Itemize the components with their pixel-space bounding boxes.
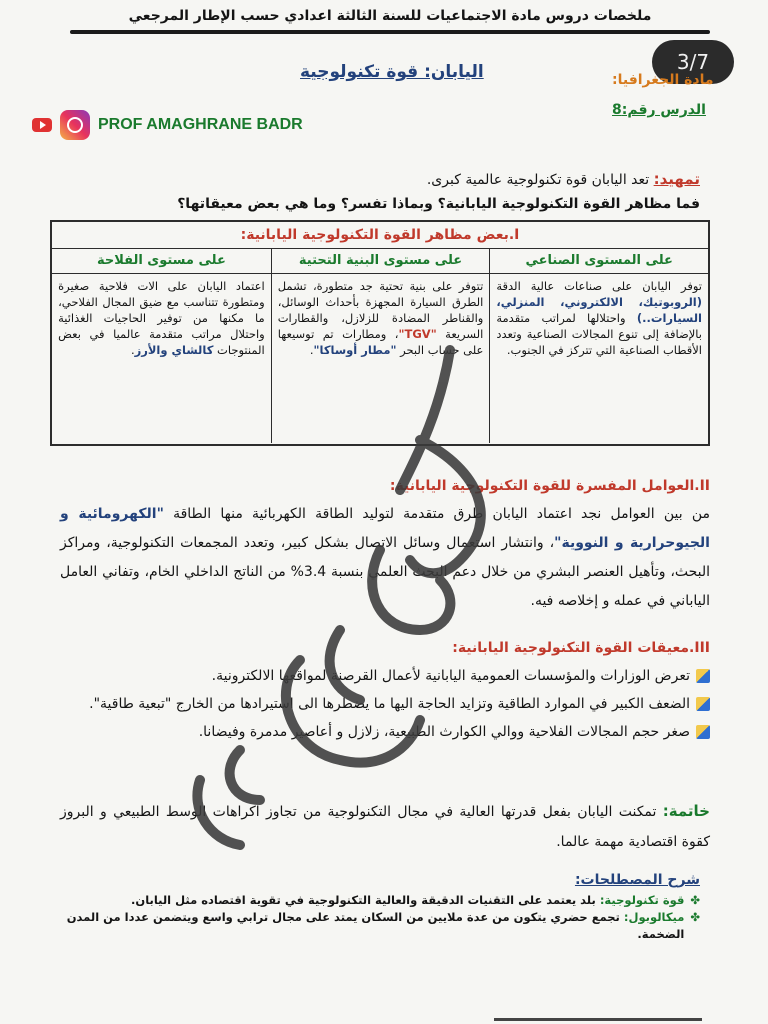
conclusion-label: خاتمة: [662,802,710,820]
term-name: ميكالوبول: [623,910,685,924]
column-title: على مستوى الفلاحة [52,249,271,274]
text-run: من بين العوامل نجد اعتماد اليابان طرق متقدمة لتوليد الطاقة الكهربائية منها الطاقة [163,506,711,522]
table-heading: I.بعض مظاهر القوة التكنولوجية اليابانية: [52,222,708,249]
intro-label: تمهيد: [653,170,700,188]
term-item [60,909,700,943]
intro [60,170,700,188]
text-run: توفر اليابان على صناعات عالية الدقة [496,279,702,293]
list-item-text: صغر حجم المجالات الفلاحية ووالي الكوارث الطبيعية، زلازل و أعاصير مدمرة وفيضانا. [198,724,690,740]
list-item-text: الضعف الكبير في الموارد الطاقية وتزايد الحاجة اليها ما يضطرها الى استيرادها من الخارج "تبعية طاقية". [89,696,690,712]
text-run: ، وانتشار استعمال وسائل الاتصال بشكل كبير، وتعدد المجمعات التكنولوجية، ومراكز البحث، وتأهيل العنصر البشري من خلال دعم البحث العلمي بنسبة 3.4% من الناتج الداخلي الخام، وتفاني العامل الياباني في عمله و إخلاصه فيه. [60,535,710,609]
term-definition: تجمع حضري يتكون من عدة ملايين من السكان يمتد على مجال ترابي واسع ويتضمن عددا من المدن الضخمة. [66,910,685,941]
bullet-icon [696,725,710,739]
column-title: على مستوى البنية التحتية [272,249,490,274]
intro-text: تعد اليابان قوة تكنولوجية عالمية كبرى. [426,172,654,188]
term-definition: بلد يعتمد على التقنيات الدقيقة والعالية التكنولوجية في تقوية اقتصاده مثل اليابان. [131,893,600,907]
text-run: "TGV" [398,327,437,341]
header-divider [70,30,710,34]
page-indicator[interactable]: 3/7 [652,40,734,84]
text-run: تتوفر على بنية تحتية جد متطورة، تشمل الطرق السيارة المجهزة بأحداث الوسائل، والقناطر المضادة للزلازل، والقطارات السريعة [277,279,484,341]
author-name: PROF AMAGHRANE BADR [98,116,303,133]
author-brand [32,110,303,140]
text-run: "مطار أوساكا" [313,343,397,357]
text-run: . [130,343,135,357]
lesson-number: الدرس رقم:8 [612,102,706,118]
footer-divider [494,1018,702,1021]
youtube-icon [32,118,52,132]
bullet-icon [696,697,710,711]
text-run: اعتماد اليابان على الات فلاحية صغيرة ومتطورة تتناسب مع ضيق المجال الفلاحي، ما مكنها من توفير الحاجيات الغذائية واحتلال مراتب متقدمة عالميا في بعض المنتوجات [58,279,265,357]
conclusion-text: تمكنت اليابان بفعل قدرتها العالية في مجال التكنولوجية من تجاوز اكراهات الوسط الطبيعي و البروز كقوة اقتصادية مهمة عالما. [60,804,710,850]
list-item-text: تعرض الوزارات والمؤسسات العمومية اليابانية لأعمال القرصنة لمواقعها الالكترونية. [211,668,690,684]
text-run: . [309,343,314,357]
clover-bullet-icon: ✤ [690,910,700,924]
problem-question: فما مظاهر القوة التكنولوجية اليابانية؟ وبماذا تفسر؟ وما هي بعض معيقاتها؟ [177,196,700,212]
column-title: على المستوى الصناعي [490,249,708,274]
instagram-icon [60,110,90,140]
terms-title: شرح المصطلحات: [574,872,700,888]
text-run: (الروبوتيك، الالكتروني، المنزلي، السيارات..) [496,295,702,325]
text-run: كالشاي والأرز [134,343,214,357]
text-run: واحتلالها لمراتب متقدمة بالإضافة إلى تنوع المجالات الصناعية وتعدد الأقطاب الصناعية التي تتركز في الجنوب. [496,311,702,357]
section2-title: II.العوامل المفسرة للقوة التكنولوجية اليابانية: [389,478,710,494]
bullet-icon [696,669,710,683]
term-name: قوة تكنولوجية: [599,893,685,907]
lesson-title: اليابان: قوة تكنولوجية [300,62,484,82]
section3-title: III.معيقات القوة التكنولوجية اليابانية: [452,640,710,656]
subject-label: مادة الجغرافيا: [612,72,714,88]
text-run: ، ومطارات تم توسيعها على حساب البحر [277,327,484,357]
document-header: ملخصات دروس مادة الاجتماعيات للسنة الثالثة اعدادي حسب الإطار المرجعي [128,8,652,24]
handwritten-signature-watermark [120,330,680,890]
text-run: "الكهرومائية و الجيوحرارية و النووية" [60,506,710,551]
clover-bullet-icon: ✤ [690,893,700,907]
term-item [60,892,700,909]
terms-list [60,892,700,943]
